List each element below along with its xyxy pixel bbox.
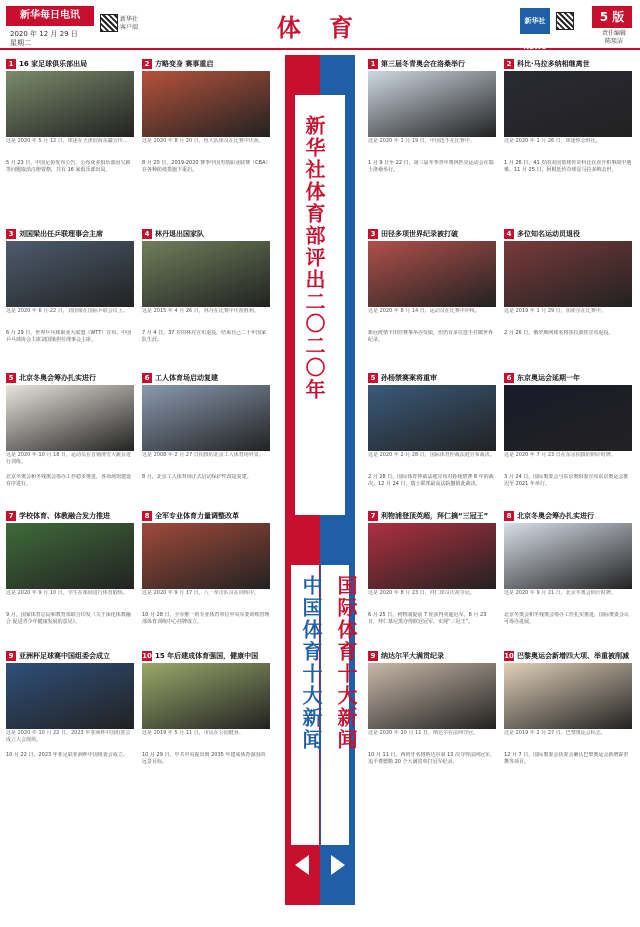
news-item xyxy=(142,510,270,646)
news-body-text: 10 月 28 日，全军唯一的专业体育单位中央军委训练管理部体育训练中心挂牌成立。 xyxy=(142,612,270,625)
news-body-text: 1 月 9 日至 22 日，第三届冬季青年奥林匹克运动会在瑞士洛桑举行。 xyxy=(368,160,494,173)
news-item-title xyxy=(6,372,134,384)
news-item xyxy=(504,58,632,224)
rank-number-badge: 8 xyxy=(142,511,152,521)
rank-number-badge: 6 xyxy=(504,373,514,383)
news-item xyxy=(6,650,134,786)
xinhua-news-logo: 新华社 NEWS xyxy=(520,8,550,34)
photo-caption: 这是 2019 年 2 月 27 日，巴黎奥运会标志。 xyxy=(504,730,606,736)
news-item-title xyxy=(142,58,270,70)
rank-number-badge: 2 xyxy=(504,59,514,69)
news-item-title-text: 巴黎奥运会新增四大项、举重被削减 xyxy=(517,652,629,660)
photo-caption: 这是 2008 年 2 月 27 日拍摄的北京工人体育场外景。 xyxy=(142,452,264,458)
news-photo xyxy=(6,241,134,307)
date-text: 2020 年 12 月 29 日 xyxy=(10,30,78,38)
photo-caption: 这是 2020 年 9 月 10 日，学生在课间进行体育锻炼。 xyxy=(6,590,128,596)
client-label xyxy=(120,16,138,32)
rank-number-badge: 6 xyxy=(142,373,152,383)
rank-number-badge: 3 xyxy=(368,229,378,239)
news-body-text: 2 月 26 日，俄罗斯网球名将莎拉波娃宣布退役。 xyxy=(504,330,614,336)
photo-caption: 这是 2020 年 9 月 21 日，北京冬奥会倒计时牌。 xyxy=(504,590,616,596)
photo-caption: 这是 2015 年 4 月 26 日，林丹在比赛中庆祝胜利。 xyxy=(142,308,259,314)
news-item xyxy=(368,372,496,506)
rank-number-badge: 8 xyxy=(504,511,514,521)
news-photo xyxy=(504,385,632,451)
news-photo xyxy=(142,241,270,307)
news-item xyxy=(142,228,270,368)
news-item-title xyxy=(6,510,134,522)
news-item xyxy=(368,510,496,646)
news-item xyxy=(6,58,134,224)
news-photo xyxy=(6,523,134,589)
rank-number-badge: 5 xyxy=(6,373,16,383)
news-body-text: 9 月，国家体育总局和教育部联合印发《关于深化体教融合 促进青少年健康发展的意见》。 xyxy=(6,612,131,625)
news-item xyxy=(368,228,496,368)
editor-name: 陈琰洁 xyxy=(604,38,623,45)
rank-number-badge: 3 xyxy=(6,229,16,239)
section-title: 体 育 xyxy=(276,13,364,42)
news-item-title xyxy=(504,228,632,240)
issue-date xyxy=(10,30,78,48)
news-body-text: 1 月 26 日，41 岁的美国篮球传奇科比在直升机事故中遇难。11 月 25 日，阿根廷传奇球星马拉多纳去世。 xyxy=(504,160,632,173)
news-item xyxy=(6,372,134,506)
news-photo xyxy=(6,385,134,451)
news-item-title-text: 田径多项世界纪录被打破 xyxy=(381,230,458,238)
news-item-title-text: 方略变身 赛事重启 xyxy=(155,60,214,68)
news-body-text: 6 月 29 日，世界乒乓球职业大联盟（WTT）宣布，中国乒乓球协会主席刘国梁担任理事会主席。 xyxy=(6,330,132,343)
photo-caption: 这是 2020 年 10 月 11 日，纳达尔在法网夺冠。 xyxy=(368,730,478,736)
news-item-title xyxy=(142,510,270,522)
news-body-text: 北京冬奥会和冬残奥会筹办工作稳步推进，各项场馆建设有序进行。 xyxy=(6,474,132,487)
rank-number-badge: 9 xyxy=(368,651,378,661)
china-top-ten-heading: 中国体育十大新闻 xyxy=(299,575,323,751)
news-item-title-text: 纳达尔平大满贯纪录 xyxy=(381,652,444,660)
news-item-title xyxy=(368,58,496,70)
news-body-text: 3 月 24 日，国际奥委会与东京奥组委宣布东京奥运会推迟至 2021 年举行。 xyxy=(504,474,629,487)
news-item-title-text: 16 家足球俱乐部出局 xyxy=(19,60,88,68)
news-body-text: 5 月 23 日，中国足协发布公告，公布众多俱乐部因欠薪等问题取消注册资格，共有 16 家俱乐部出局。 xyxy=(6,160,131,173)
news-item-title-text: 全军专业体育力量调整改革 xyxy=(155,512,239,520)
rank-number-badge: 1 xyxy=(368,59,378,69)
rank-number-badge: 1 xyxy=(6,59,16,69)
news-photo xyxy=(6,71,134,137)
editor-credit xyxy=(592,30,636,46)
news-item-title-text: 第三届冬青奥会在洛桑举行 xyxy=(381,60,465,68)
news-item-title xyxy=(504,372,632,384)
news-item-title-text: 学校体育、体教融合发力推进 xyxy=(19,512,110,520)
editor-label: 责任编辑 xyxy=(601,30,626,37)
news-item-title-text: 多位知名运动员退役 xyxy=(517,230,580,238)
center-band xyxy=(285,55,358,905)
news-item-title xyxy=(368,510,496,522)
photo-caption: 这是 2019 年 1 月 29 日，加索尔在比赛中。 xyxy=(504,308,606,314)
news-item-title xyxy=(6,58,134,70)
news-item xyxy=(142,372,270,506)
news-photo xyxy=(504,523,632,589)
news-item-title xyxy=(504,58,632,70)
news-body-text: 10 月 29 日，中共中央提出到 2035 年建成体育强国的远景目标。 xyxy=(142,752,266,765)
news-photo xyxy=(368,663,496,729)
news-item-title xyxy=(504,510,632,522)
news-item-title-text: 东京奥运会延期一年 xyxy=(517,374,580,382)
brand-logo: 新华每日电讯 xyxy=(6,6,94,26)
news-photo xyxy=(6,663,134,729)
news-photo xyxy=(368,71,496,137)
news-item-title-text: 刘国梁出任乒联理事会主席 xyxy=(19,230,103,238)
news-item-title-text: 科比·马拉多纳相继离世 xyxy=(517,60,590,68)
news-item xyxy=(6,510,134,646)
photo-caption: 这是 2020 年 1 月 26 日，球迷悼念科比。 xyxy=(504,138,601,144)
rank-number-badge: 4 xyxy=(504,229,514,239)
news-item xyxy=(368,58,496,224)
photo-caption: 这是 2020 年 10 月 22 日，2023 年亚洲杯中国组委会成立大会现场。 xyxy=(6,730,131,743)
masthead xyxy=(0,0,640,50)
news-item xyxy=(504,650,632,786)
news-item-title-text: 北京冬奥会筹办扎实进行 xyxy=(19,374,96,382)
photo-caption: 这是 2020 年 6 月 22 日，刘国梁在国际乒联会议上。 xyxy=(6,308,128,314)
arrow-left-icon xyxy=(295,855,309,875)
news-item-title xyxy=(368,372,496,384)
news-body-text: 12 月 7 日，国际奥委会执委会确认巴黎奥运会新增霹雳舞等项目。 xyxy=(504,752,629,765)
news-photo xyxy=(504,663,632,729)
news-item-title xyxy=(6,650,134,662)
news-item-title-text: 15 年后建成体育强国，健康中国 xyxy=(155,652,259,660)
news-item-title xyxy=(142,228,270,240)
news-item-title xyxy=(6,228,134,240)
news-item xyxy=(368,650,496,786)
weekday-text: 星期二 xyxy=(10,39,31,47)
photo-caption: 这是 2020 年 2 月 28 日，国际体育仲裁法庭宣布裁决。 xyxy=(368,452,495,458)
news-body-text: 8 月 20 日，2019-2020 赛季中国男篮职业联赛（CBA）在各种防疫措施下重启。 xyxy=(142,160,268,173)
photo-caption: 这是 2020 年 7 月 23 日在东京拍摄的倒计时牌。 xyxy=(504,452,616,458)
news-body-text: 10 月 22 日，2023 年亚足联亚洲杯中国组委会成立。 xyxy=(6,752,128,758)
news-photo xyxy=(142,523,270,589)
rank-number-badge: 4 xyxy=(142,229,152,239)
photo-caption: 这是 2020 年 5 月 12 日，球迷在天津滨海东疆宣传... xyxy=(6,138,128,144)
news-item-title xyxy=(368,228,496,240)
news-item xyxy=(142,650,270,786)
news-photo xyxy=(142,385,270,451)
news-body-text: 2 月 28 日，国际体育仲裁法庭宣布对孙杨禁赛 8 年的裁决。12 月 24 日，瑞士联邦最高法院撤销此裁决。 xyxy=(368,474,494,487)
rank-number-badge: 7 xyxy=(6,511,16,521)
news-item-title xyxy=(504,650,632,662)
news-body-text: 北京冬奥会和冬残奥会筹办工作扎实推进，国际奥委会认可筹办进展。 xyxy=(504,612,630,625)
news-item xyxy=(142,58,270,224)
news-item-title-text: 北京冬奥会筹办扎实进行 xyxy=(517,512,594,520)
news-body-text: 7 月 4 日，37 岁的林丹宣布退役，结束自己二十年国家队生涯。 xyxy=(142,330,267,343)
rank-number-badge: 5 xyxy=(368,373,378,383)
news-item-title xyxy=(142,650,270,662)
rank-number-badge: 10 xyxy=(504,652,514,660)
photo-caption: 这是 2020 年 8 月 23 日，拜仁球员庆祝夺冠。 xyxy=(368,590,475,596)
rank-number-badge: 9 xyxy=(6,651,16,661)
news-photo xyxy=(504,71,632,137)
news-item xyxy=(504,372,632,506)
news-photo xyxy=(368,523,496,589)
news-item-title-text: 亚洲杯足球赛中国组委会成立 xyxy=(19,652,110,660)
news-photo xyxy=(368,385,496,451)
main-headline: 新华社体育部评出二〇二〇年 xyxy=(302,115,326,401)
qr-code-icon xyxy=(100,14,118,32)
news-item-title-text: 利物浦登顶英超，拜仁摘“三冠王” xyxy=(381,512,489,520)
rank-number-badge: 10 xyxy=(142,652,152,660)
arrow-right-icon xyxy=(331,855,345,875)
news-body-text: 新冠疫情下田径赛事举办受限，但仍有多位选手打破世界纪录。 xyxy=(368,330,494,343)
news-item-title-text: 工人体育场启动复建 xyxy=(155,374,218,382)
news-item-title xyxy=(368,650,496,662)
client-label-2: 客户端 xyxy=(120,24,139,31)
news-body-text: 8 月，北京工人体育场正式启动保护性改造复建。 xyxy=(142,474,252,480)
news-photo xyxy=(142,71,270,137)
news-item xyxy=(504,510,632,646)
rank-number-badge: 7 xyxy=(368,511,378,521)
photo-caption: 这是 2020 年 8 月 20 日，恒大队球员在比赛中庆祝。 xyxy=(142,138,264,144)
photo-caption: 这是 2020 年 8 月 14 日，运动员在比赛中冲线。 xyxy=(368,308,480,314)
photo-caption: 这是 2019 年 5 月 11 日，市民在公园健身。 xyxy=(142,730,244,736)
news-body-text: 10 月 11 日，西班牙名将纳达尔第 13 次夺得法网冠军，追平费德勒 20 个大满贯单打冠军纪录。 xyxy=(368,752,496,765)
international-top-ten-heading: 国际体育十大新闻 xyxy=(334,575,358,751)
news-item-title xyxy=(142,372,270,384)
page-number: 5 版 xyxy=(592,6,632,28)
photo-caption: 这是 2020 年 1 月 19 日，中国选手在比赛中。 xyxy=(368,138,475,144)
news-photo xyxy=(142,663,270,729)
news-photo xyxy=(504,241,632,307)
news-item xyxy=(504,228,632,368)
news-body-text: 6 月 25 日，利物浦提前 7 轮获得英超冠军。8 月 23 日，拜仁慕尼黑夺得欧冠冠军，实现“三冠王”。 xyxy=(368,612,487,625)
qr-code-icon xyxy=(556,12,574,30)
photo-caption: 这是 2020 年 10 月 18 日，运动员在首钢滑雪大跳台进行训练。 xyxy=(6,452,131,465)
photo-caption: 这是 2020 年 9 月 17 日，八一拳击队员在训练中。 xyxy=(142,590,259,596)
news-item xyxy=(6,228,134,368)
rank-number-badge: 2 xyxy=(142,59,152,69)
client-label-1: 新华社 xyxy=(120,16,139,23)
news-item-title-text: 孙杨禁赛案将重审 xyxy=(381,374,437,382)
news-item-title-text: 林丹退出国家队 xyxy=(155,230,204,238)
news-photo xyxy=(368,241,496,307)
